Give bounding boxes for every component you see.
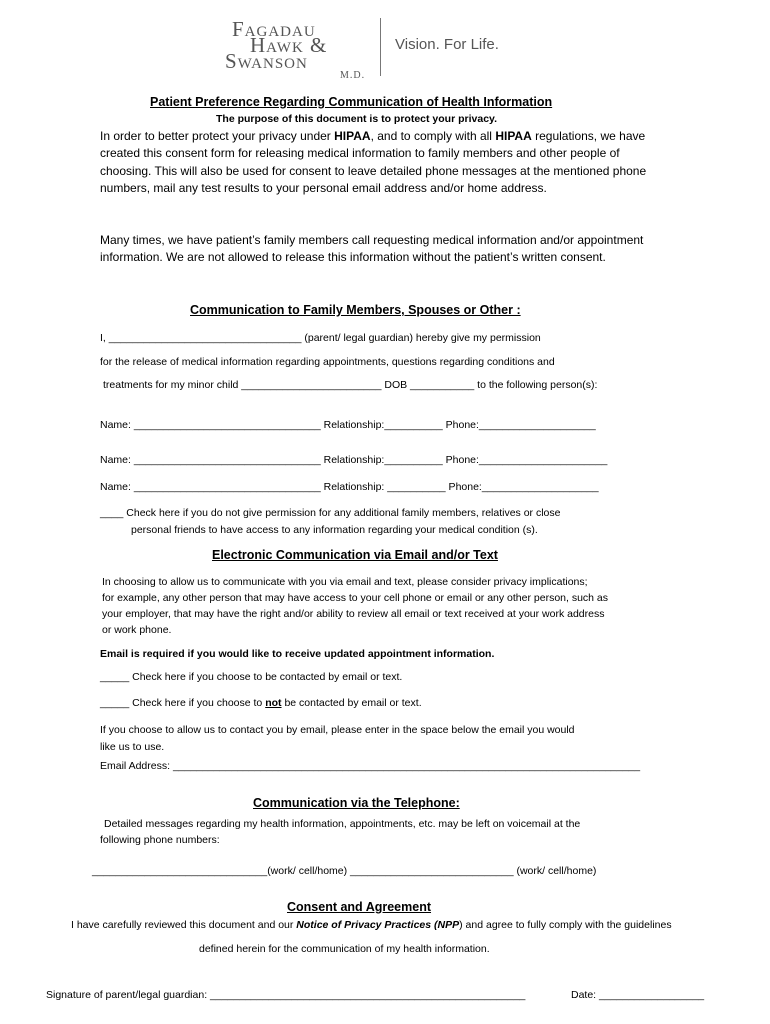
no-permission-checkbox-line[interactable]: ____ Check here if you do not give permission for any additional family members, relatives or close	[100, 507, 561, 519]
email-paragraph-line-2: for example, any other person that may have access to your cell phone or email or any other person, such as	[102, 592, 609, 604]
telephone-section-heading: Communication via the Telephone:	[253, 796, 460, 810]
person-row-3[interactable]: Name: ________________________________ Relationship: __________ Phone:____________________	[100, 481, 599, 493]
document-title: Patient Preference Regarding Communication of Health Information	[150, 95, 553, 109]
opt-out-text-b: be contacted by email or text.	[281, 697, 422, 709]
date-field[interactable]: Date: __________________	[571, 989, 705, 1001]
email-paragraph-line-3: your employer, that may have the right and/or ability to review all email or text received at your work address	[102, 608, 605, 620]
telephone-paragraph-line-2: following phone numbers:	[100, 834, 220, 846]
email-address-field[interactable]: Email Address: ________________________________________________________________________________	[100, 760, 641, 772]
email-opt-in-checkbox-line[interactable]: _____ Check here if you choose to be contacted by email or text.	[100, 671, 403, 683]
signature-field[interactable]: Signature of parent/legal guardian: ______________________________________________________	[46, 989, 526, 1001]
hipaa-term-2: HIPAA	[495, 129, 532, 143]
person-row-2[interactable]: Name: ________________________________ Relationship:__________ Phone:______________________	[100, 454, 608, 466]
email-paragraph-line-1: In choosing to allow us to communicate with you via email and text, please consider privacy implications;	[102, 576, 588, 588]
logo-tagline: Vision. For Life.	[395, 36, 499, 53]
intro-paragraph-1	[100, 128, 660, 198]
email-required-note: Email is required if you would like to receive updated appointment information.	[100, 648, 495, 660]
email-opt-out-checkbox-line[interactable]	[100, 696, 422, 710]
purpose-statement: The purpose of this document is to protect your privacy.	[216, 113, 498, 125]
logo-divider	[380, 18, 381, 76]
person-row-1[interactable]: Name: ________________________________ Relationship:__________ Phone:____________________	[100, 419, 596, 431]
no-permission-continued: personal friends to have access to any information regarding your medical condition (s).	[131, 524, 538, 536]
hipaa-term-1: HIPAA	[334, 129, 371, 143]
phone-numbers-field[interactable]: ______________________________(work/ cell/home) ____________________________ (work/ cell/home)	[92, 865, 597, 877]
email-paragraph-line-4: or work phone.	[102, 624, 172, 636]
telephone-paragraph-line-1: Detailed messages regarding my health information, appointments, etc. may be left on voicemail at the	[104, 818, 581, 830]
consent-line-2: defined herein for the communication of my health information.	[199, 943, 490, 955]
release-line: for the release of medical information regarding appointments, questions regarding conditions and	[100, 356, 555, 368]
opt-out-text-a: _____ Check here if you choose to	[100, 697, 266, 709]
family-section-heading: Communication to Family Members, Spouses or Other :	[190, 303, 521, 317]
guardian-line: I, _________________________________ (parent/ legal guardian) hereby give my permission	[100, 332, 541, 344]
intro-paragraph-2: Many times, we have patient’s family members call requesting medical information and/or appointment information. We are not allowed to release this information without the patient’s written consent.	[100, 233, 644, 265]
minor-child-line: treatments for my minor child ________________________ DOB ___________ to the following person(s):	[103, 379, 598, 391]
consent-section-heading: Consent and Agreement	[287, 900, 432, 914]
logo-line-fagadau: Fagadau	[232, 17, 316, 41]
consent-line-1	[71, 918, 672, 932]
npp-reference: Notice of Privacy Practices (NPP	[296, 919, 460, 931]
consent-text-b: ) and agree to fully comply with the guidelines	[459, 919, 672, 931]
logo-line-swanson: Swanson	[225, 49, 308, 73]
intro-text-b: , and to comply with all	[370, 129, 496, 143]
email-allow-line-1: If you choose to allow us to contact you by email, please enter in the space below the email you would	[100, 724, 575, 736]
logo-line-hawk: Hawk &	[250, 33, 328, 57]
intro-text-a: In order to better protect your privacy under	[100, 129, 335, 143]
logo-line-md: M.D.	[340, 70, 366, 81]
not-emphasis: not	[265, 697, 282, 709]
consent-text-a: I have carefully reviewed this document and our	[71, 919, 297, 931]
email-allow-line-2: like us to use.	[100, 741, 165, 753]
intro-text-c: regulations, we have created this consent form for releasing medical information to family members and other people of choosing. This will also be used for consent to leave detailed phone messages at the mentioned phone numbers, mail any test results to your personal email address and/or home address.	[100, 129, 647, 196]
email-section-heading: Electronic Communication via Email and/or Text	[212, 548, 498, 562]
